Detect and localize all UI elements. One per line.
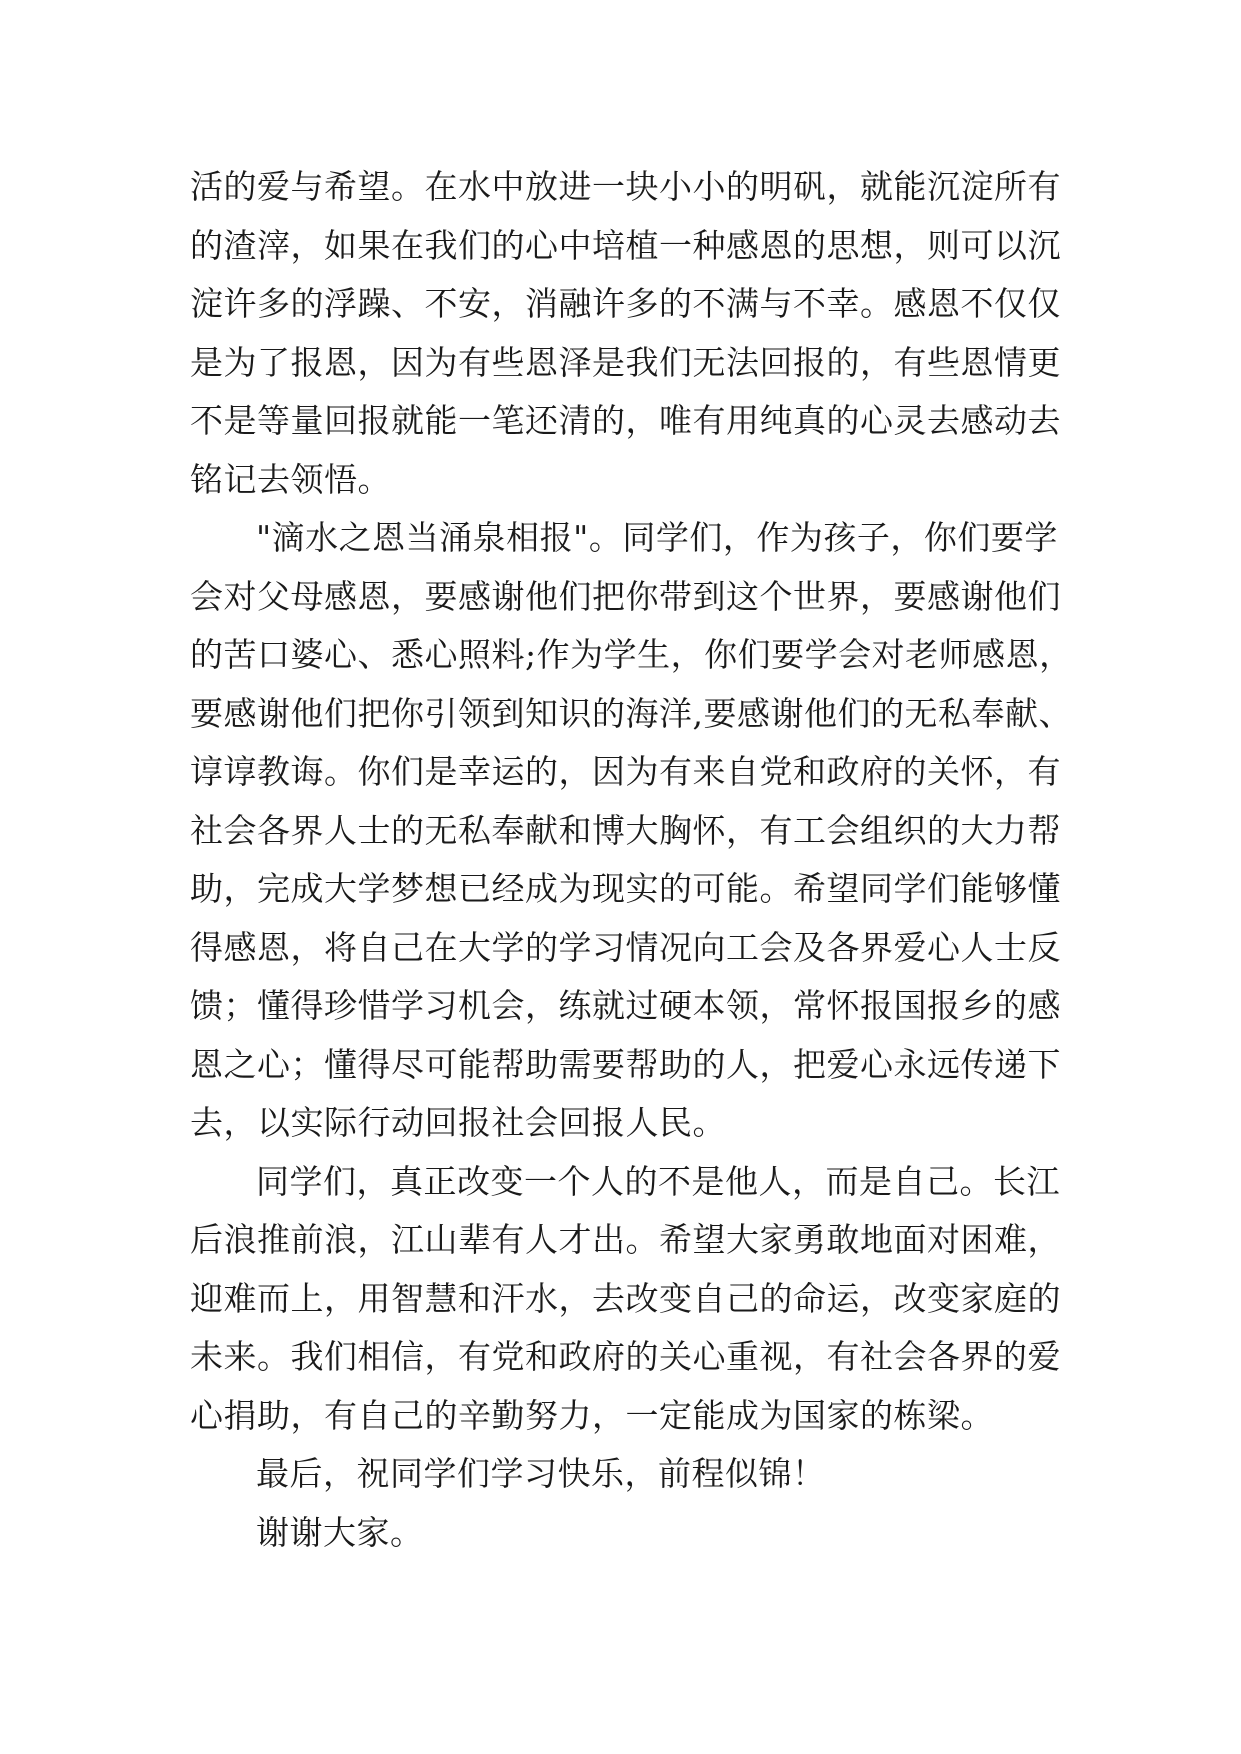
text-line: 不是等量回报就能一笔还清的，唯有用纯真的心灵去感动去 (190, 401, 1061, 440)
text-line: 铭记去领悟。 (190, 459, 391, 499)
text-line: 馈；懂得珍惜学习机会，练就过硬本领，常怀报国报乡的感 (190, 986, 1061, 1025)
text-line: 助，完成大学梦想已经成为现实的可能。希望同学们能够懂 (190, 869, 1061, 908)
text-line: 得感恩，将自己在大学的学习情况向工会及各界爱心人士反 (190, 927, 1061, 967)
text-line: 的苦口婆心、悉心照料;作为学生，你们要学会对老师感恩， (190, 635, 1073, 674)
text-line: 未来。我们相信，有党和政府的关心重视，有社会各界的爱 (190, 1337, 1061, 1376)
text-line: 谆谆教诲。你们是幸运的，因为有来自党和政府的关怀，有 (190, 752, 1061, 791)
text-line: 去，以实际行动回报社会回报人民。 (190, 1103, 726, 1142)
text-line: 的渣滓，如果在我们的心中培植一种感恩的思想，则可以沉 (190, 225, 1061, 265)
text-line: 迎难而上，用智慧和汗水，去改变自己的命运，改变家庭的 (190, 1278, 1061, 1318)
text-line: 后浪推前浪，江山辈有人才出。希望大家勇敢地面对困难， (190, 1220, 1061, 1259)
text-line: 最后，祝同学们学习快乐，前程似锦！ (256, 1454, 826, 1493)
text-line: 同学们，真正改变一个人的不是他人，而是自己。长江 (256, 1161, 1060, 1201)
text-line: 谢谢大家。 (256, 1512, 424, 1552)
text-line: 要感谢他们把你引领到知识的海洋,要感谢他们的无私奉献、 (190, 693, 1072, 733)
text-line: "滴水之恩当涌泉相报"。同学们，作为孩子，你们要学 (256, 518, 1058, 557)
text-line: 淀许多的浮躁、不安，消融许多的不满与不幸。感恩不仅仅 (190, 284, 1061, 323)
text-line: 是为了报恩，因为有些恩泽是我们无法回报的，有些恩情更 (190, 342, 1061, 382)
text-line: 活的爱与希望。在水中放进一块小小的明矾，就能沉淀所有 (190, 167, 1061, 206)
speech-body-text (190, 158, 1073, 1562)
text-line: 会对父母感恩，要感谢他们把你带到这个世界，要感谢他们 (190, 576, 1061, 616)
text-line: 心捐助，有自己的辛勤努力，一定能成为国家的栋梁。 (190, 1395, 994, 1435)
text-line: 社会各界人士的无私奉献和博大胸怀，有工会组织的大力帮 (190, 810, 1061, 850)
text-line: 恩之心；懂得尽可能帮助需要帮助的人，把爱心永远传递下 (190, 1044, 1061, 1084)
